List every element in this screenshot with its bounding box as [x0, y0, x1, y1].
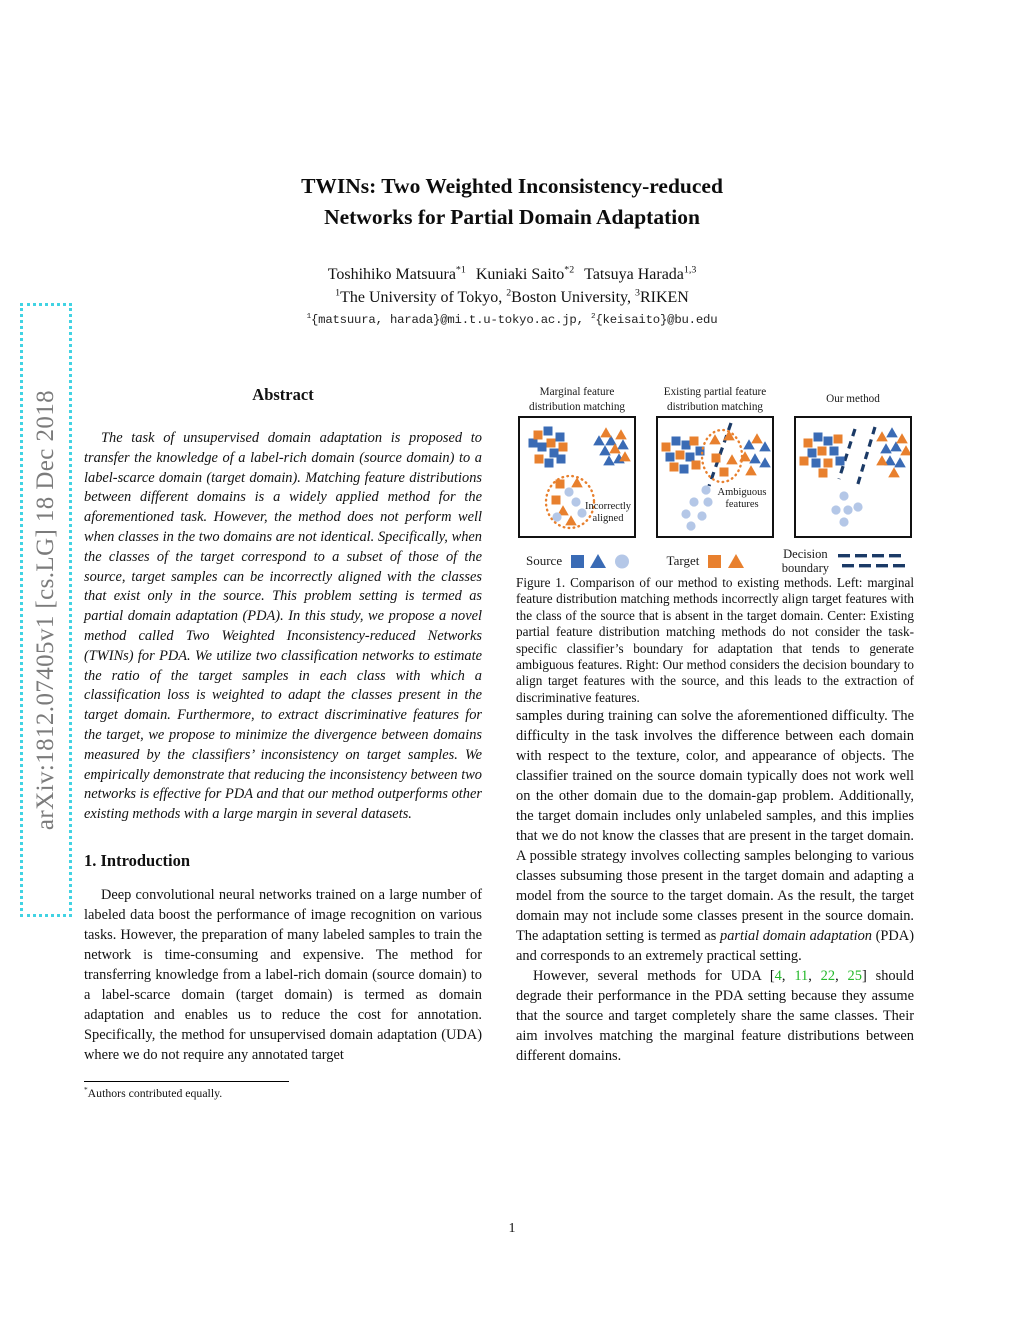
citation-separator: ,	[835, 968, 848, 985]
author-1-sup: *1	[455, 264, 466, 276]
legend-target-label: Target	[666, 553, 700, 568]
citation-link-22[interactable]: 22	[820, 968, 836, 985]
email-1-text: {matsuura, harada}@mi.t.u-tokyo.ac.jp,	[310, 313, 591, 327]
source-circle-icon	[615, 555, 629, 569]
title-line-2: Networks for Partial Domain Adaptation	[324, 205, 700, 229]
author-3-name: Tatsuya Harada	[584, 266, 684, 283]
panel-1-box	[518, 416, 636, 538]
footnote	[84, 1081, 482, 1101]
email-2-text: {keisaito}@bu.edu	[595, 313, 718, 327]
decision-boundary-dash-line-2	[857, 427, 875, 487]
right-p1-italic-term: partial domain adaptation	[720, 928, 872, 945]
citation-link-11[interactable]: 11	[794, 968, 809, 985]
affil-1-sup: 1	[335, 287, 341, 299]
left-column	[84, 385, 482, 1101]
email-line	[0, 313, 1024, 327]
author-1-name: Toshihiko Matsuura	[327, 266, 456, 283]
right-p2-text: However, several methods for UDA [	[533, 968, 775, 985]
panel-3-title: Our method	[826, 393, 880, 406]
source-only-circles-cluster	[831, 491, 862, 526]
incorrectly-aligned-samples	[552, 477, 587, 525]
footnote-text: Authors contributed equally.	[87, 1085, 223, 1100]
panel-2-box	[656, 416, 774, 538]
target-triangles-in-source-cluster	[600, 427, 631, 461]
right-p1-text: samples during training can solve the aforementioned difficulty. The difficulty in the task involves the difference between each domain with respect to the texture, color, and appearance of objects. The classifier trained on the source domain typically does not work well on the other domain due to the domain-gap problem. Additionally, the target domain includes only unlabeled samples, and this implies that we do not know the classes that are present in the target domain. A possible strategy involves collecting samples belonging to various classes subsuming those present in the target domain and adapting a model from the source to the target domain. As the result, the target domain may not include some classes present in the source domain. The adaptation setting is termed as	[516, 708, 914, 945]
abstract-heading: Abstract	[252, 385, 314, 404]
author-3-sup: 1,3	[683, 264, 697, 276]
figure1-caption: Figure 1. Comparison of our method to existing methods. Left: marginal feature distribution matching methods incorrectly align target features with the class of the source that is absent in the target domain. Center: Existing partial feature distribution matching methods do not consider the task-specific classifier’s boundary for adaptation that tends to generate ambiguous features. Right: Our method considers the decision boundary to align target features with the source, and this leads to the extraction of discriminative features.	[516, 575, 914, 705]
target-triangles-cluster	[739, 433, 763, 475]
author-names-line	[0, 266, 1024, 284]
author-2-sup: *2	[564, 264, 575, 276]
affiliation-line	[0, 289, 1024, 307]
author-2	[476, 266, 574, 283]
affil-2-sup: 2	[506, 287, 512, 299]
target-square-icon	[708, 555, 721, 568]
source-triangles-cluster	[743, 439, 771, 467]
footnote-marker: *	[84, 1085, 88, 1095]
legend-source-markers	[569, 552, 635, 570]
email-1-sup: 1	[306, 312, 311, 321]
legend-source-label: Source	[526, 553, 563, 568]
page-title	[0, 171, 1024, 233]
figure1-legend	[516, 547, 914, 575]
legend-boundary-label	[782, 547, 829, 575]
legend-boundary-dashes-icon	[836, 550, 906, 572]
right-paragraph-2	[516, 966, 914, 1066]
author-1	[328, 266, 466, 283]
abstract-text: The task of unsupervised domain adaptation is proposed to transfer the knowledge of a label-rich domain (source domain) to a label-scarce domain (target domain). Matching feature distributions between different domains is a widely applied method for the aforementioned task. However, the method does not perform well when classes in the two domains are not identical. Specifically, when the classes of the target correspond to a subset of those of the source, target samples can be incorrectly aligned with the classes that exist only in the source. This problem setting is termed as partial domain adaptation (PDA). In this study, we propose a novel method called Two Weighted Inconsistency-reduced Networks (TWINs) for PDA. We utilize two classification networks to estimate the ratio of the target samples in each class with which a classification loss is weighted to adapt the classes present in the target domain. Furthermore, to extract discriminative features for the target, we propose to minimize the divergence between domains measured by the classifiers’ inconsistency on target samples. We empirically demonstrate that reducing the inconsistency between two networks is effective for PDA and that our method outperforms other existing methods with a large margin in several datasets.	[84, 430, 482, 823]
affil-3-text: RIKEN	[639, 289, 689, 306]
source-square-icon	[571, 555, 584, 568]
citation-separator: ,	[808, 968, 821, 985]
section-heading-introduction: 1. Introduction	[84, 850, 191, 870]
panel-3-box	[794, 416, 912, 538]
target-triangle-icon	[728, 554, 744, 568]
affil-2-text: Boston University,	[511, 289, 636, 306]
arxiv-watermark-banner	[20, 303, 72, 917]
right-paragraph-1	[516, 706, 914, 966]
right-p1-text-end: (PDA) and corresponds to an extremely practical setting.	[516, 928, 914, 965]
legend-target	[667, 552, 751, 570]
author-3	[584, 266, 696, 283]
legend-boundary-label-line-1: Decision	[783, 547, 828, 561]
panel-2-annotation-line-2: features	[725, 499, 759, 510]
panel-2-annotation-line-1: Ambiguous	[717, 487, 767, 498]
panel-1-annotation-line-1: Incorrectly	[584, 501, 632, 512]
figure1-panels	[516, 383, 914, 538]
panel-1-annotation-line-2: aligned	[592, 513, 624, 524]
right-p2-text-end: ] should degrade their performance in the PDA setting because they assume that the source and target completely share the same classes. Their aim involves matching the marginal feature distributions between different domains.	[516, 968, 914, 1065]
panel-3-plot	[796, 418, 910, 536]
arxiv-watermark-text: arXiv:1812.07405v1 [cs.LG] 18 Dec 2018	[32, 389, 59, 831]
figure1-panel-our-method	[792, 383, 914, 538]
panel-2-plot	[658, 418, 772, 536]
panel-1-title: Marginal feature distribution matching	[528, 386, 626, 413]
citation-link-25[interactable]: 25	[847, 968, 862, 985]
author-2-name: Kuniaki Saito	[475, 266, 565, 283]
panel-2-title: Existing partial feature distribution matching	[663, 386, 767, 413]
affil-3-sup: 3	[635, 287, 640, 299]
figure1-panel-partial-matching	[654, 383, 776, 538]
legend-decision-boundary	[782, 547, 906, 575]
legend-boundary-label-line-2: boundary	[781, 561, 829, 575]
citation-link-4[interactable]: 4	[774, 968, 782, 985]
email-2-sup: 2	[590, 312, 596, 321]
title-line-1: TWINs: Two Weighted Inconsistency-reduced	[301, 174, 723, 198]
citation-separator: ,	[781, 968, 795, 985]
page-number: 1	[508, 1221, 516, 1236]
source-only-circles-cluster	[681, 485, 712, 530]
author-block	[0, 266, 1024, 327]
affil-1-text: The University of Tokyo,	[340, 289, 507, 306]
footnote-rule	[84, 1081, 289, 1082]
right-column	[516, 383, 914, 1066]
source-triangle-icon	[590, 554, 606, 568]
legend-source	[526, 552, 635, 570]
ambiguous-features-samples	[709, 430, 738, 476]
target-triangles-cluster	[876, 431, 910, 477]
intro-paragraph: Deep convolutional neural networks trained on a large number of labeled data boost the performance of image recognition on various tasks. However, the preparation of many labeled samples to train the network is time-consuming and expensive. The method for transferring knowledge from a label-rich domain (source domain) to a label-scarce domain (target domain) is termed as domain adaptation and enables us to reduce the cost for annotation. Specifically, the method for unsupervised domain adaptation (UDA) where we do not require any annotated target	[84, 886, 482, 1063]
figure1-panel-marginal-matching	[516, 383, 638, 538]
panel-1-plot	[520, 418, 634, 536]
legend-target-markers	[706, 552, 750, 570]
